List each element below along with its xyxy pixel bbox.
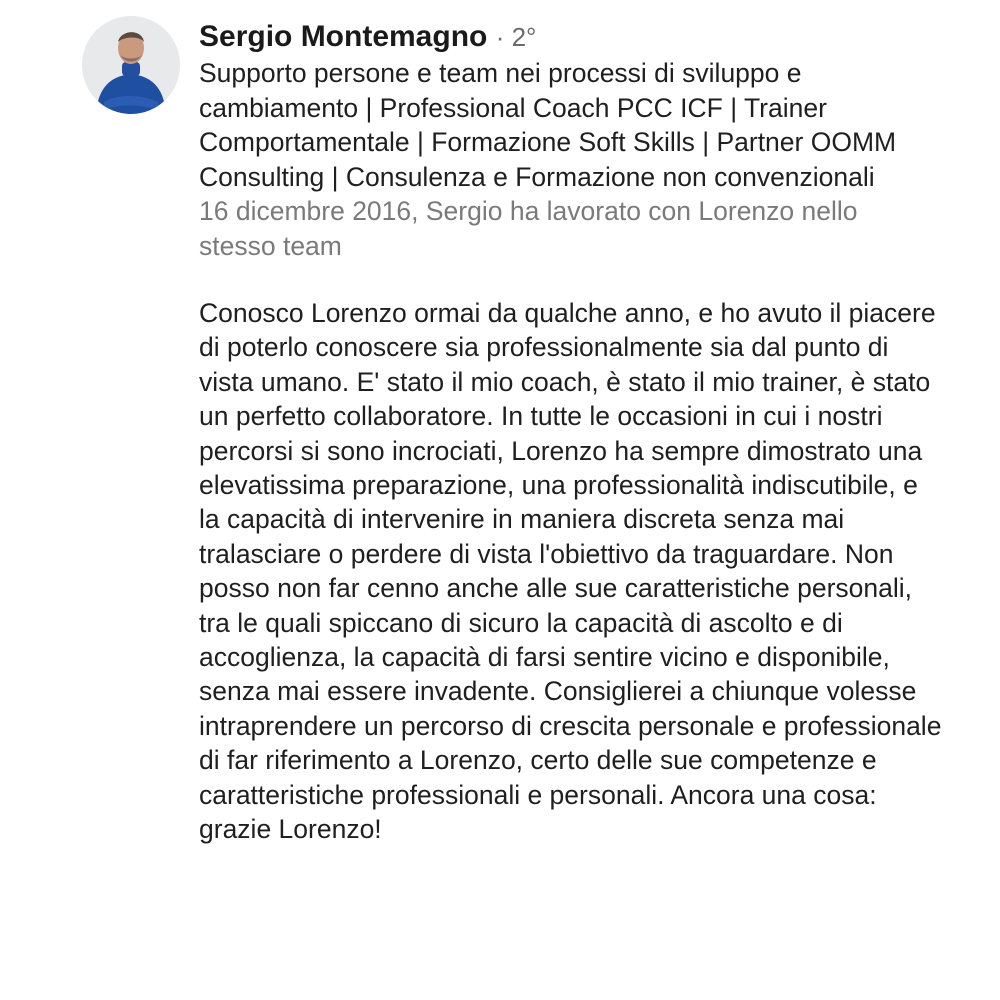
- recommendation-content: [199, 18, 942, 847]
- recommendation-text: Conosco Lorenzo ormai da qualche anno, e ho avuto il piacere di poterlo conoscere sia professionalmente sia dal punto di vista umano. E' stato il mio coach, è stato il mio trainer, è stato un perfetto collaboratore. In tutte le occasioni in cui i nostri percorsi si sono incrociati, Lorenzo ha sempre dimostrato una elevatissima preparazione, una professionalità indiscutibile, e la capacità di intervenire in maniera discreta senza mai tralasciare o perdere di vista l'obiettivo da traguardare. Non posso non far cenno anche alle sue caratteristiche personali, tra le quali spiccano di sicuro la capacità di ascolto e di accoglienza, la capacità di farsi sentire vicino e disponibile, senza mai essere invadente. Consiglierei a chiunque volesse intraprendere un percorso di crescita personale e professionale di far riferimento a Lorenzo, certo delle sue competenze e caratteristiche professionali e personali. Ancora una cosa: grazie Lorenzo!: [199, 298, 942, 845]
- author-headline: Supporto persone e team nei processi di sviluppo e cambiamento | Professional Coach PCC ICF | Trainer Comportamentale | Formazione Soft Skills | Partner OOMM Consulting | Consulenza e Formazione non convenzionali: [199, 58, 897, 192]
- author-header: [199, 18, 939, 56]
- author-name[interactable]: Sergio Montemagno: [199, 20, 488, 53]
- avatar-photo: [82, 16, 180, 114]
- recommendation-meta: 16 dicembre 2016, Sergio ha lavorato con Lorenzo nello stesso team: [199, 196, 858, 261]
- connection-degree: · 2°: [495, 22, 537, 52]
- author-avatar[interactable]: [82, 16, 180, 114]
